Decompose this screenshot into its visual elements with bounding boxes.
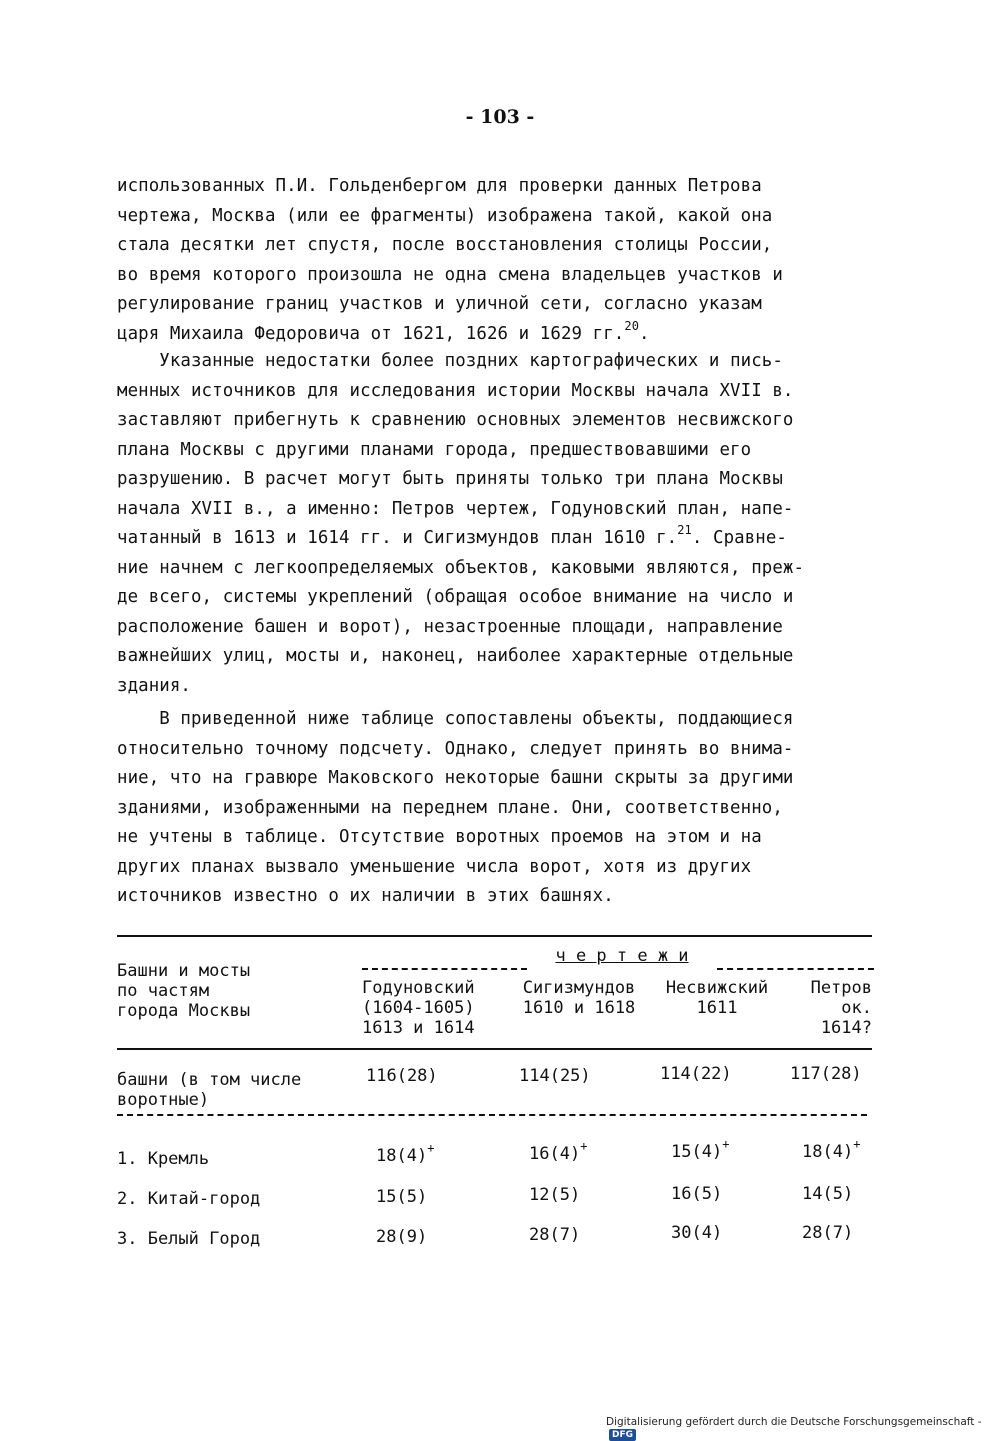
text-line: менных источников для исследования истории Москвы начала XVII в.: [117, 380, 794, 401]
text-line: относительно точному подсчету. Однако, следует принять во внима-: [117, 738, 794, 759]
text-line: Указанные недостатки более поздних картографических и пись-: [117, 351, 783, 371]
text-line: ние, что на гравюре Маковского некоторые башни скрыты за другими: [117, 768, 794, 788]
text-line: [117, 320, 892, 350]
text-line: других планах вызвало уменьшение числа ворот, хотя из других: [117, 856, 752, 877]
table-cell: [376, 1141, 435, 1166]
table-cell: 114(22): [660, 1064, 732, 1084]
table-cell: [529, 1139, 588, 1164]
header-dash-left: [362, 968, 527, 970]
text-fragment: чатанный в 1613 и 1614 гг. и Сигизмундов план 1610 г.: [117, 528, 678, 548]
column-header-godunov: Годуновский (1604-1605) 1613 и 1614: [362, 978, 475, 1038]
row-header: Башни и мосты по частям города Москвы: [117, 961, 251, 1021]
column-header-sigismund: Сигизмундов 1610 и 1618: [522, 978, 636, 1018]
footnote-ref-20[interactable]: 20: [624, 318, 640, 333]
table-cell: 28(9): [376, 1227, 428, 1247]
text-line: важнейших улиц, мосты и, наконец, наиболее характерные отдельные: [117, 646, 794, 666]
table-dashed-separator: [117, 1114, 867, 1116]
table-cell: 30(4): [671, 1223, 723, 1243]
cell-value: 16(4): [529, 1144, 581, 1164]
paragraph-3: [117, 705, 892, 912]
group-header: ч е р т е ж и: [555, 946, 689, 966]
text-line: В приведенной ниже таблице сопоставлены объекты, поддающиеся: [117, 709, 794, 729]
table-cell: [802, 1137, 861, 1162]
credit-text: Digitalisierung gefördert durch die Deutsche Forschungsgemeinschaft -: [606, 1416, 982, 1428]
text-line: чертежа, Москва (или ее фрагменты) изображена такой, какой она: [117, 205, 773, 226]
text-line: здания.: [117, 675, 191, 696]
table-cell: 116(28): [366, 1066, 438, 1086]
plus-mark: +: [580, 1139, 588, 1154]
table-cell: 28(7): [802, 1223, 854, 1243]
text-line: регулирование границ участков и уличной сети, согласно указам: [117, 294, 762, 314]
dfg-logo: DFG: [609, 1429, 636, 1441]
paragraph-2: [117, 347, 892, 701]
text-line: плана Москвы с другими планами города, предшествовавшими его: [117, 439, 752, 460]
paragraph-1: [117, 172, 892, 349]
plus-mark: +: [427, 1141, 435, 1156]
text-line: источников известно о их наличии в этих башнях.: [117, 886, 614, 906]
table-cell: 28(7): [529, 1225, 581, 1245]
cell-value: 18(4): [376, 1146, 428, 1166]
table-cell: 15(5): [376, 1187, 428, 1207]
text-line: расположение башен и ворот), незастроенные площади, направление: [117, 616, 783, 637]
text-line: де всего, системы укреплений (обращая особое внимание на число и: [117, 587, 794, 607]
header-dash-right: [717, 968, 874, 970]
table-row-label: 2. Китай-город: [117, 1189, 261, 1209]
page-number: - 103 -: [465, 106, 535, 128]
text-line: начала XVII в., а именно: Петров чертеж, Годуновский план, напе-: [117, 498, 794, 519]
table-cell: 12(5): [529, 1185, 581, 1205]
table-cell: 117(28): [790, 1064, 862, 1084]
text-line: стала десятки лет спустя, после восстановления столицы России,: [117, 235, 773, 255]
text-line: разрушению. В расчет могут быть приняты только три плана Москвы: [117, 469, 783, 489]
cell-value: 18(4): [802, 1142, 854, 1162]
text-line: ние начнем с легкоопределяемых объектов, каковыми являются, преж-: [117, 557, 805, 578]
text-fragment: царя Михаила Федоровича от 1621, 1626 и 1629 гг.: [117, 323, 625, 344]
plus-mark: +: [722, 1137, 730, 1152]
text-line: заставляют прибегнуть к сравнению основных элементов несвижского: [117, 410, 794, 430]
text-line: [117, 524, 892, 554]
digitization-credit: [606, 1416, 1000, 1441]
text-line: во время которого произошла не одна смена владельцев участков и: [117, 264, 783, 285]
cell-value: 15(4): [671, 1142, 723, 1162]
footnote-ref-21[interactable]: 21: [677, 523, 692, 538]
text-line: не учтены в таблице. Отсутствие воротных проемов на этом и на: [117, 827, 762, 847]
table-cell: [671, 1137, 730, 1162]
table-cell: 114(25): [519, 1066, 591, 1086]
column-header-nesvizh: Несвижский 1611: [665, 978, 769, 1018]
table-top-rule: [117, 935, 872, 937]
table-cell: 16(5): [671, 1184, 723, 1204]
text-fragment: . Сравне-: [691, 528, 788, 548]
table-cell: 14(5): [802, 1184, 854, 1204]
table-row-label: 1. Кремль: [117, 1149, 210, 1169]
table-row-label: 3. Белый Город: [117, 1229, 261, 1249]
punctuation: .: [639, 323, 650, 344]
text-line: зданиями, изображенными на переднем плане. Они, соответственно,: [117, 797, 783, 818]
text-line: использованных П.И. Гольденбергом для проверки данных Петрова: [117, 176, 762, 196]
plus-mark: +: [853, 1137, 861, 1152]
total-row-label: башни (в том числе воротные): [117, 1070, 302, 1110]
column-header-petrov: Петров ок. 1614?: [810, 978, 872, 1038]
table-header-rule: [117, 1048, 872, 1050]
